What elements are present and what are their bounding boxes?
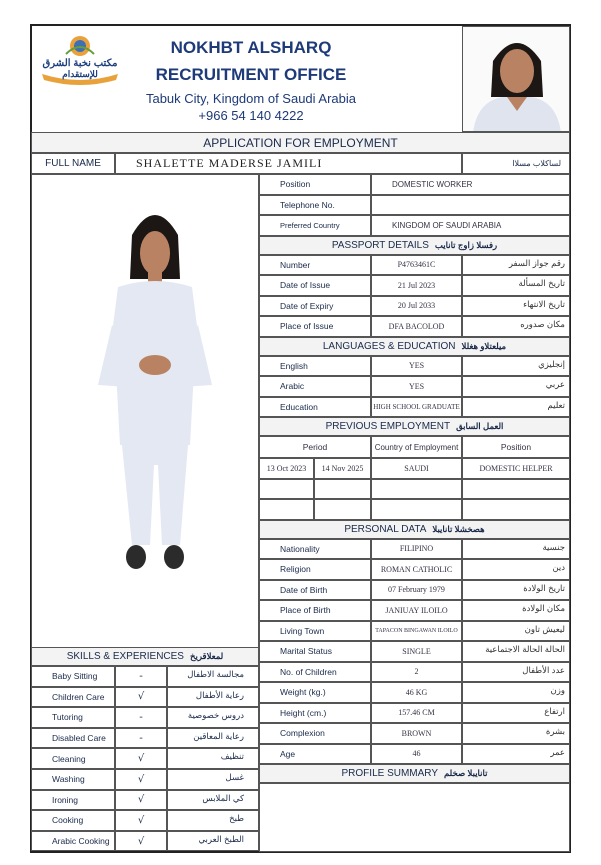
language-row-arabic: تعليم [462, 397, 570, 418]
skill-arabic: تنظيف [167, 748, 259, 769]
full-name-value: SHALETTE MADERSE JAMILI [115, 153, 462, 174]
employment-from [259, 479, 314, 500]
personal-row-label: Weight (kg.) [259, 682, 371, 703]
full-body-photo [31, 174, 259, 648]
personal-row-value: 2 [371, 662, 462, 683]
profile-summary-body [259, 783, 570, 852]
languages-header-arabic: ميلعتلاو هغللا [461, 340, 507, 351]
personal-row-value: BROWN [371, 723, 462, 744]
skills-header-arabic: لمعلاقريخ [189, 651, 224, 661]
profile-summary-header-arabic: تانايبلا صخلم [444, 768, 488, 778]
language-row-arabic: إنجليزي [462, 356, 570, 377]
language-row-label: English [259, 356, 371, 377]
skill-label: Arabic Cooking [31, 831, 115, 852]
company-phone: +966 54 140 4222 [198, 108, 304, 123]
skill-check: √ [115, 790, 167, 811]
company-title-1: NOKHBT ALSHARQ [170, 38, 332, 57]
language-row-arabic: عربي [462, 376, 570, 397]
top-field-value [371, 195, 570, 216]
passport-row-arabic: تاريخ المسألة [462, 275, 570, 296]
form-title: APPLICATION FOR EMPLOYMENT [31, 132, 570, 153]
company-city: Tabuk City, Kingdom of Saudi Arabia [145, 91, 357, 106]
personal-row-label: Height (cm.) [259, 703, 371, 724]
language-row-label: Education [259, 397, 371, 418]
profile-summary-header-text: PROFILE SUMMARY [341, 768, 439, 779]
full-name-label: FULL NAME [31, 153, 115, 174]
personal-row-arabic: الحالة الحالة الاجتماعية [462, 641, 570, 662]
passport-header-text: PASSPORT DETAILS [331, 239, 429, 251]
employment-header-text: PREVIOUS EMPLOYMENT [325, 421, 451, 432]
languages-header-text: LANGUAGES & EDUCATION [322, 340, 456, 352]
personal-row-label: Living Town [259, 621, 371, 642]
skill-check: √ [115, 769, 167, 790]
personal-row-value: 46 [371, 744, 462, 765]
skill-arabic: غسل [167, 769, 259, 790]
personal-row-arabic: تاريخ الولادة [462, 580, 570, 601]
personal-row-arabic: وزن [462, 682, 570, 703]
top-field-value: KINGDOM OF SAUDI ARABIA [371, 215, 570, 236]
personal-row-value: 157.46 CM [371, 703, 462, 724]
personal-row-value: JANIUAY ILOILO [371, 600, 462, 621]
skill-arabic: الطبخ العربي [167, 831, 259, 852]
top-field-value: DOMESTIC WORKER [371, 174, 570, 195]
skill-check: √ [115, 748, 167, 769]
skill-label: Ironing [31, 790, 115, 811]
passport-row-arabic: مكان صدوره [462, 316, 570, 337]
logo-text-2: للإستقدام [62, 69, 98, 79]
employment-to: 14 Nov 2025 [314, 458, 371, 479]
headshot-photo [462, 26, 570, 132]
personal-row-label: Place of Birth [259, 600, 371, 621]
personal-row-value: ROMAN CATHOLIC [371, 559, 462, 580]
personal-row-arabic: دين [462, 559, 570, 580]
employment-country: SAUDI [371, 458, 462, 479]
company-title-2: RECRUITMENT OFFICE [155, 65, 347, 84]
personal-row-label: Complexion [259, 723, 371, 744]
logo-text-1: مكتب نخبة الشرق [42, 58, 118, 69]
skill-check: √ [115, 810, 167, 831]
personal-row-value: 07 February 1979 [371, 580, 462, 601]
skill-arabic: طبخ [167, 810, 259, 831]
employment-from [259, 499, 314, 520]
skill-arabic: رعاية الأطفال [167, 687, 259, 708]
skill-label: Tutoring [31, 707, 115, 728]
passport-header-arabic: رفسلا زاوج تانايب [434, 239, 498, 250]
employment-position [462, 479, 570, 500]
skill-check: √ [115, 687, 167, 708]
language-row-label: Arabic [259, 376, 371, 397]
passport-row-label: Date of Issue [259, 275, 371, 296]
personal-header-text: PERSONAL DATA [344, 523, 427, 535]
personal-row-value: FILIPINO [371, 539, 462, 560]
skill-check: √ [115, 831, 167, 852]
personal-row-arabic: مكان الولادة [462, 600, 570, 621]
skills-header [31, 647, 259, 666]
passport-row-value: 20 Jul 2033 [371, 296, 462, 317]
personal-row-arabic: عمر [462, 744, 570, 765]
personal-row-label: Marital Status [259, 641, 371, 662]
top-field-label: Preferred Country [259, 215, 371, 236]
passport-row-value: 21 Jul 2023 [371, 275, 462, 296]
personal-row-arabic: ليعيش تاون [462, 621, 570, 642]
skill-arabic: مجالسة الاطفال [167, 666, 259, 687]
personal-row-arabic: ارتفاع [462, 703, 570, 724]
personal-row-value: SINGLE [371, 641, 462, 662]
logo [36, 32, 124, 90]
personal-row-value: 46 KG [371, 682, 462, 703]
employment-from: 13 Oct 2023 [259, 458, 314, 479]
skill-check: - [115, 728, 167, 749]
language-row-value: YES [371, 356, 462, 377]
employment-position: DOMESTIC HELPER [462, 458, 570, 479]
employment-col-country: Country of Employment [371, 436, 462, 458]
skill-label: Disabled Care [31, 728, 115, 749]
employment-col-period: Period [259, 436, 371, 458]
profile-summary-header [259, 764, 570, 783]
personal-row-arabic: عدد الأطفال [462, 662, 570, 683]
employment-to [314, 499, 371, 520]
skill-label: Cooking [31, 810, 115, 831]
personal-row-label: Age [259, 744, 371, 765]
employment-to [314, 479, 371, 500]
passport-row-arabic: رقم جواز السفر [462, 255, 570, 276]
passport-row-label: Date of Expiry [259, 296, 371, 317]
personal-header-arabic: هصخشلا تانايبلا [432, 523, 485, 534]
top-field-label: Telephone No. [259, 195, 371, 216]
skill-label: Washing [31, 769, 115, 790]
personal-row-label: Date of Birth [259, 580, 371, 601]
skill-label: Baby Sitting [31, 666, 115, 687]
employment-position [462, 499, 570, 520]
full-name-arabic: لساكلاب مسلاا [462, 153, 570, 174]
passport-row-label: Number [259, 255, 371, 276]
skill-arabic: رعاية المعاقين [167, 728, 259, 749]
language-row-value: HIGH SCHOOL GRADUATE [371, 397, 462, 418]
passport-header [259, 236, 570, 255]
skill-label: Cleaning [31, 748, 115, 769]
languages-header [259, 337, 570, 356]
passport-row-value: P4763461C [371, 255, 462, 276]
employment-header-arabic: العمل السابق [456, 421, 504, 431]
skill-check: - [115, 666, 167, 687]
passport-row-label: Place of Issue [259, 316, 371, 337]
passport-row-arabic: تاريخ الانتهاء [462, 296, 570, 317]
personal-row-label: Religion [259, 559, 371, 580]
skill-check: - [115, 707, 167, 728]
skills-header-text: SKILLS & EXPERIENCES [66, 651, 184, 662]
personal-row-arabic: بشرة [462, 723, 570, 744]
language-row-value: YES [371, 376, 462, 397]
personal-row-arabic: جنسية [462, 539, 570, 560]
skill-arabic: دروس خصوصية [167, 707, 259, 728]
personal-row-label: No. of Children [259, 662, 371, 683]
personal-header [259, 520, 570, 539]
personal-row-label: Nationality [259, 539, 371, 560]
passport-row-value: DFA BACOLOD [371, 316, 462, 337]
employment-country [371, 499, 462, 520]
employment-header [259, 417, 570, 436]
personal-row-value: TAPACON BINGAWAN ILOILO [371, 621, 462, 642]
skill-arabic: كي الملابس [167, 790, 259, 811]
top-field-label: Position [259, 174, 371, 195]
employment-col-position: Position [462, 436, 570, 458]
employment-country [371, 479, 462, 500]
skill-label: Children Care [31, 687, 115, 708]
